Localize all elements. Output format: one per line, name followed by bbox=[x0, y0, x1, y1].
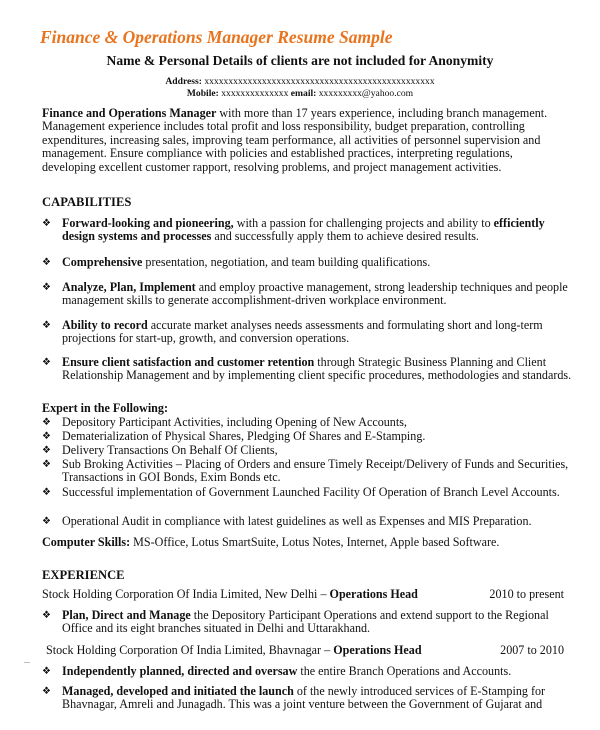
capability-item bbox=[42, 256, 572, 269]
expert-item-text: Successful implementation of Government Launched Facility Of Operation of Branch Level Accounts. bbox=[62, 485, 560, 499]
job-organization: Stock Holding Corporation Of India Limited, Bhavnagar – bbox=[46, 643, 334, 657]
job-bullet bbox=[42, 609, 572, 636]
diamond-bullet-icon: ❖ bbox=[42, 282, 51, 293]
diamond-bullet-icon: ❖ bbox=[42, 445, 51, 456]
job-bullet bbox=[42, 685, 572, 712]
resume-title: Finance & Operations Manager Resume Sample bbox=[40, 27, 393, 47]
summary-text: with more than 17 years experience, including branch management. Management experience includes total profit and loss responsibility, budget preparation, controlling expenditures, increasing sales, improving team performance, all activities of personnel supervision and management. Ensure compliance with policies and established practices, interpreting regulations, developing excellent customer rapport, resolving problems, and project management activities. bbox=[42, 106, 548, 174]
diamond-bullet-icon: ❖ bbox=[42, 431, 51, 442]
anonymity-note: Name & Personal Details of clients are not included for Anonymity bbox=[106, 53, 494, 68]
job-role: Operations Head bbox=[333, 643, 422, 657]
job-bullet-text: of the newly introduced services of E-Stamping for Bhavnagar, Amreli and Junagadh. This was a joint venture between the Government of Gujarat and bbox=[62, 684, 546, 712]
diamond-bullet-icon: ❖ bbox=[42, 257, 51, 268]
diamond-bullet-icon: ❖ bbox=[42, 516, 51, 527]
summary-lead: Finance and Operations Manager bbox=[42, 106, 217, 120]
capability-item bbox=[42, 217, 572, 244]
job-organization: Stock Holding Corporation Of India Limited, New Delhi – bbox=[42, 587, 330, 601]
job-bullet-keyword: Independently planned, directed and oversaw bbox=[62, 664, 298, 678]
capability-text: through Strategic Business Planning and Client Relationship Management and by implementing client specific procedures, methodologies and standards. bbox=[62, 355, 572, 383]
capabilities-heading: CAPABILITIES bbox=[42, 195, 132, 209]
expert-item-text: Sub Broking Activities – Placing of Orders and ensure Timely Receipt/Delivery of Funds and Securities, Transactions in GOI Bonds, Exim Bonds etc. bbox=[62, 457, 569, 485]
job-bullet-keyword: Managed, developed and initiated the launch bbox=[62, 684, 294, 698]
capability-keyword: Ensure client satisfaction and customer retention bbox=[62, 355, 315, 369]
mobile-label: Mobile: bbox=[186, 88, 219, 99]
computer-skills-label: Computer Skills: bbox=[42, 535, 131, 549]
capability-text: and employ proactive management, strong leadership techniques and people management skills to generate accomplishment-driven workplace environment. bbox=[62, 280, 568, 308]
address-label: Address: bbox=[165, 76, 202, 87]
capability-text: with a passion for challenging projects and ability to bbox=[233, 216, 494, 230]
diamond-bullet-icon: ❖ bbox=[42, 357, 51, 368]
diamond-bullet-icon: ❖ bbox=[42, 487, 51, 498]
summary-paragraph bbox=[42, 107, 562, 174]
page-margin-mark bbox=[24, 662, 30, 663]
diamond-bullet-icon: ❖ bbox=[42, 666, 51, 677]
job-bullet-keyword: Plan, Direct and Manage bbox=[62, 608, 191, 622]
computer-skills-value: MS-Office, Lotus SmartSuite, Lotus Notes, Internet, Apple based Software. bbox=[130, 535, 500, 549]
capability-keyword: Comprehensive bbox=[62, 255, 143, 269]
job-bullet-text: the entire Branch Operations and Accounts. bbox=[297, 664, 512, 678]
capability-keyword: Ability to record bbox=[62, 318, 148, 332]
mobile-value: xxxxxxxxxxxxxx bbox=[218, 88, 291, 99]
capability-item bbox=[42, 319, 572, 346]
expert-item-text: Dematerialization of Physical Shares, Pledging Of Shares and E-Stamping. bbox=[62, 429, 426, 443]
job-dates: 2010 to present bbox=[489, 587, 564, 601]
capability-text: presentation, negotiation, and team building qualifications. bbox=[142, 255, 431, 269]
diamond-bullet-icon: ❖ bbox=[42, 417, 51, 428]
address-value: xxxxxxxxxxxxxxxxxxxxxxxxxxxxxxxxxxxxxxxxxxxxxxxx bbox=[201, 76, 435, 87]
expert-item-text: Delivery Transactions On Behalf Of Clients, bbox=[62, 443, 278, 457]
capability-item bbox=[42, 356, 572, 383]
job-dates: 2007 to 2010 bbox=[500, 643, 564, 657]
expert-item bbox=[42, 444, 572, 457]
capability-item bbox=[42, 281, 572, 308]
expert-item bbox=[42, 486, 572, 499]
email-value: xxxxxxxxx@yahoo.com bbox=[316, 88, 414, 99]
computer-skills bbox=[42, 536, 572, 549]
diamond-bullet-icon: ❖ bbox=[42, 686, 51, 697]
job-bullet-text: the Depository Participant Operations and extend support to the Regional Office and its eight branches situated in Delhi and Uttarakhand. bbox=[62, 608, 549, 636]
experience-heading: EXPERIENCE bbox=[42, 568, 125, 582]
job-header bbox=[42, 588, 564, 601]
diamond-bullet-icon: ❖ bbox=[42, 320, 51, 331]
expert-item bbox=[42, 515, 572, 528]
contact-mobile-email bbox=[0, 88, 600, 99]
job-bullet bbox=[42, 665, 572, 678]
capability-keyword: Analyze, Plan, Implement bbox=[62, 280, 196, 294]
expert-heading: Expert in the Following: bbox=[42, 401, 168, 415]
capability-text: accurate market analyses needs assessments and formulating short and long-term projections for start-up, growth, and conversion operations. bbox=[62, 318, 543, 346]
capability-keyword: efficiently design systems and processes bbox=[62, 216, 545, 244]
capability-text: and successfully apply them to achieve desired results. bbox=[211, 229, 479, 244]
expert-item-text: Operational Audit in compliance with latest guidelines as well as Expenses and MIS Preparation. bbox=[62, 514, 532, 528]
expert-item bbox=[42, 416, 572, 429]
contact-address bbox=[0, 76, 600, 87]
email-label: email: bbox=[290, 88, 317, 99]
job-header bbox=[46, 644, 564, 657]
capability-keyword: Forward-looking and pioneering, bbox=[62, 216, 234, 230]
diamond-bullet-icon: ❖ bbox=[42, 459, 51, 470]
expert-item-text: Depository Participant Activities, including Opening of New Accounts, bbox=[62, 415, 407, 429]
expert-item bbox=[42, 458, 572, 485]
diamond-bullet-icon: ❖ bbox=[42, 610, 51, 621]
expert-item bbox=[42, 430, 572, 443]
job-role: Operations Head bbox=[329, 587, 418, 601]
diamond-bullet-icon: ❖ bbox=[42, 218, 51, 229]
